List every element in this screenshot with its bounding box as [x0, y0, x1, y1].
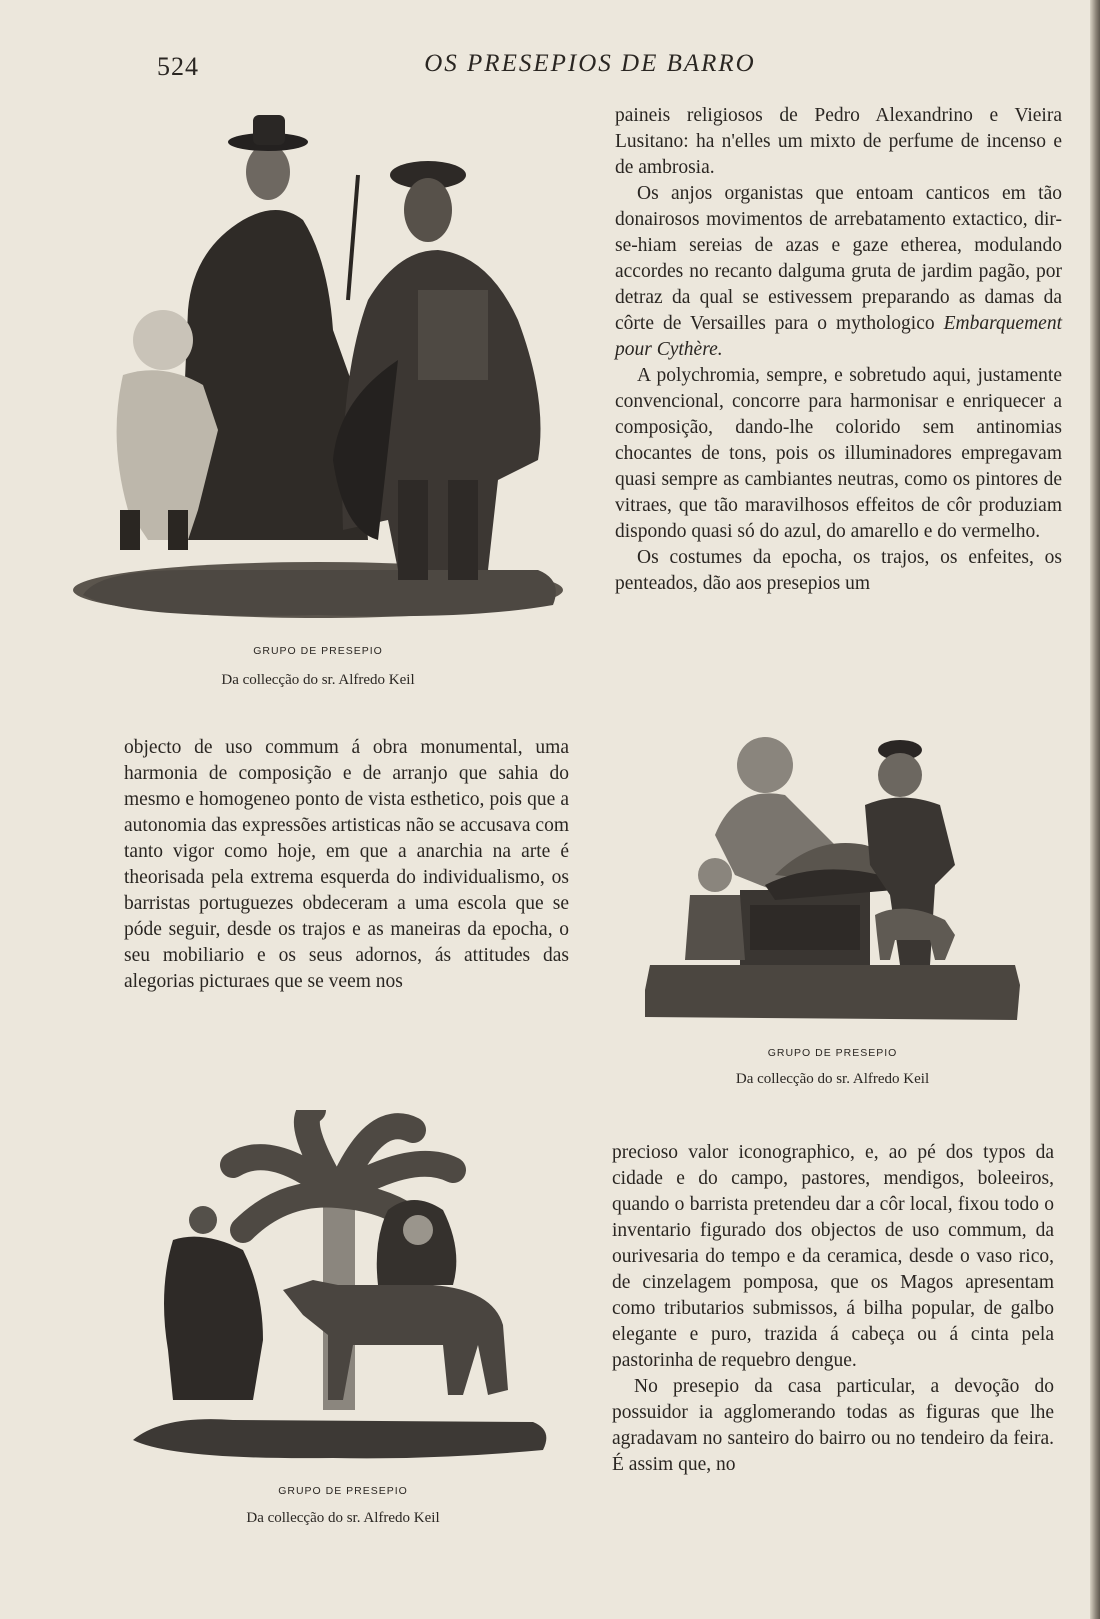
italic-title: Embarquement pour Cythère.: [615, 313, 1062, 360]
page-edge: [1090, 0, 1100, 1619]
paragraph: Os costumes da epocha, os trajos, os enfeites, os penteados, dão aos presepios um: [615, 547, 1062, 594]
figure-1-photo: [68, 100, 568, 620]
text-column-top-right: [615, 103, 1062, 597]
paragraph: precioso valor iconographico, e, ao pé dos typos da cidade e do campo, pastores, mendigos, boleeiros, quando o barrista pretendeu dar a côr local, fixou todo o inventario figurado dos objectos de uso commum, da ourivesaria do tempo e da ceramica, desde o vaso rico, de cinzelagem pomposa, que os Magos apresentam como tributarios submissos, á bilha popular, de galbo elegante e puro, trazida á cabeça ou á cinta pela pastorinha de requebro dengue.: [612, 1142, 1054, 1371]
paragraph: No presepio da casa particular, a devoção do possuidor ia agglomerando todas as figuras que lhe agradavam no santeiro do bairro ou no tendeiro da feira. É assim que, no: [612, 1376, 1054, 1475]
figure-3-caption-credit: Da collecção do sr. Alfredo Keil: [246, 1510, 440, 1526]
figure-3-photo: [133, 1110, 553, 1460]
figure-3: [133, 1110, 553, 1530]
figure-1-caption-credit: Da collecção do sr. Alfredo Keil: [221, 672, 415, 688]
figure-2-caption-title: GRUPO DE PRESEPIO: [767, 1047, 898, 1059]
text-column-middle-left: [124, 735, 569, 995]
paragraph: paineis religiosos de Pedro Alexandrino e Vieira Lusitano: ha n'elles um mixto de perfume de incenso e de ambrosia.: [615, 105, 1062, 178]
paragraph: [615, 181, 1062, 363]
page-header: [0, 48, 1100, 88]
figure-1: [68, 100, 568, 700]
figure-2: [645, 725, 1020, 1095]
paragraph: A polychromia, sempre, e sobretudo aqui, justamente convencional, concorre para harmonisar e enriquecer a composição, dando-lhe colorido sem antinomias chocantes de tons, pois os illuminadores empregavam quasi sempre as cambiantes neutras, como os pintores de vitraes, que tão maravilhosos effeitos de côr produziam dispondo quasi só do azul, do amarello e do vermelho.: [615, 365, 1062, 542]
figure-2-photo: [645, 725, 1020, 1025]
running-title: OS PRESEPIOS DE BARRO: [424, 50, 756, 77]
figure-2-caption-credit: Da collecção do sr. Alfredo Keil: [735, 1071, 930, 1087]
text-column-bottom-right: [612, 1140, 1054, 1478]
figure-1-caption-title: GRUPO DE PRESEPIO: [253, 645, 383, 657]
paragraph-text: Os anjos organistas que entoam canticos em tão donairosos movimentos de arrebatamento extactico, dir-se-hiam sereias de azas e gaze etherea, modulando accordes no recanto dalguma gruta de jardim pagão, por detraz da qual se estivessem preparando as damas da côrte de Versailles para o mythologico: [615, 183, 1062, 334]
figure-3-caption-title: GRUPO DE PRESEPIO: [278, 1485, 408, 1497]
paragraph: objecto de uso commum á obra monumental, uma harmonia de composição e de arranjo que sahia do mesmo e homogeneo ponto de vista esthetico, pois que a autonomia das expressões artisticas não se accusava com tanto vigor como hoje, em que a anarchia na arte é theorisada pela extrema esquerda do individualismo, os barristas portuguezes obdeceram a uma escola que se póde seguir, desde os trajos e as maneiras da epocha, o seu mobiliario e os seus adornos, ás attitudes das alegorias picturaes que se veem nos: [124, 737, 569, 992]
page-number: 524: [157, 52, 199, 81]
